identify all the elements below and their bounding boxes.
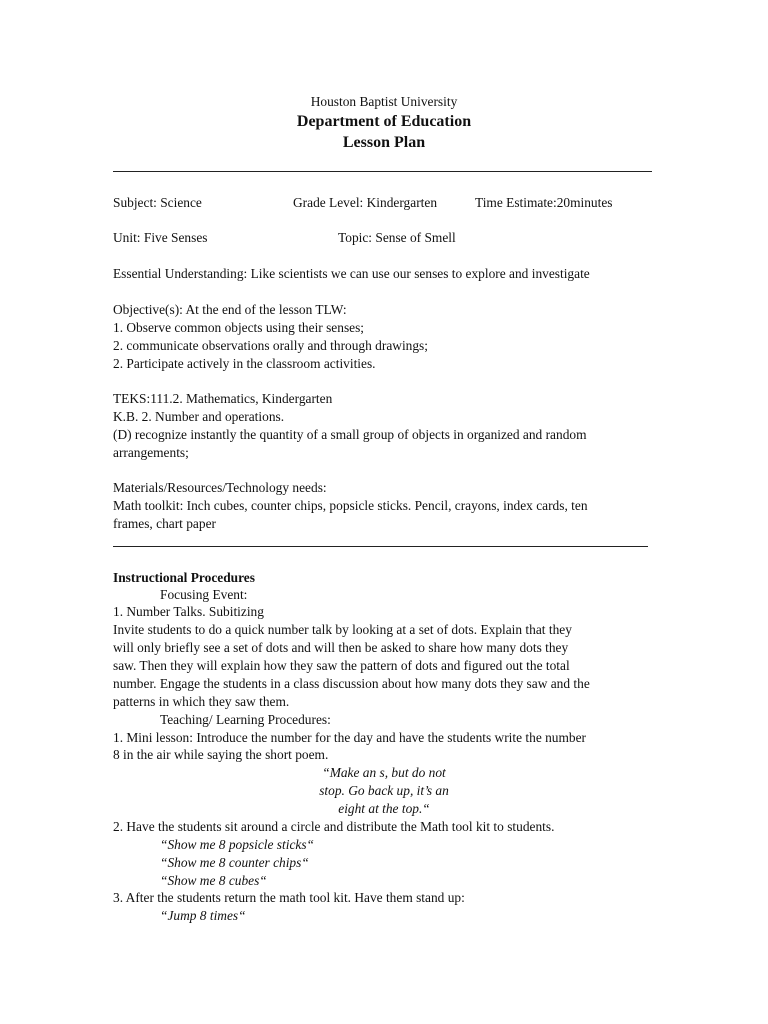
focusing-paragraph: Invite students to do a quick number talk by looking at a set of dots. Explain that they [113,622,572,637]
mini-lesson: 1. Mini lesson: Introduce the number for the day and have the students write the number [113,730,587,745]
focusing-paragraph: saw. Then they will explain how they saw the pattern of dots and figured out the total [113,658,570,673]
focusing-event-label: Focusing Event: [160,587,248,602]
teks-standard: TEKS:111.2. Mathematics, Kindergarten [113,391,333,406]
university-name: Houston Baptist University [310,94,458,109]
department-title: Department of Education [296,113,472,130]
document-title: Lesson Plan [342,134,426,151]
teks-strand: K.B. 2. Number and operations. [113,409,285,424]
poem-line: eight at the top.“ [338,801,430,816]
procedures-heading: Instructional Procedures [113,570,255,585]
mini-lesson-cont: 8 in the air while saying the short poem. [113,747,329,762]
header-divider [113,171,652,172]
show-me-line: “Show me 8 popsicle sticks“ [160,837,314,852]
materials-list-cont: frames, chart paper [113,516,216,531]
show-me-line: “Show me 8 cubes“ [160,873,267,888]
focusing-step: 1. Number Talks. Subitizing [113,604,264,619]
subject-field: Subject: Science [113,195,202,210]
focusing-paragraph: number. Engage the students in a class discussion about how many dots they saw and the [113,676,590,691]
show-me-line: “Show me 8 counter chips“ [160,855,309,870]
grade-level-field: Grade Level: Kindergarten [293,195,438,210]
step-two: 2. Have the students sit around a circle and distribute the Math tool kit to students. [113,819,555,834]
time-estimate-field: Time Estimate:20minutes [475,195,613,210]
objective-item: 2. Participate actively in the classroom activities. [113,356,376,371]
materials-heading: Materials/Resources/Technology needs: [113,480,327,495]
focusing-paragraph: will only briefly see a set of dots and will then be asked to share how many dots they [113,640,569,655]
materials-divider [113,546,648,547]
teaching-procedures-label: Teaching/ Learning Procedures: [160,712,331,727]
objective-item: 1. Observe common objects using their senses; [113,320,365,335]
teks-expectation: (D) recognize instantly the quantity of a small group of objects in organized and random [113,427,587,442]
materials-list: Math toolkit: Inch cubes, counter chips, popsicle sticks. Pencil, crayons, index cards, ten [113,498,588,513]
poem-line: stop. Go back up, it’s an [319,783,449,798]
focusing-paragraph: patterns in which they saw them. [113,694,290,709]
step-three: 3. After the students return the math tool kit. Have them stand up: [113,890,465,905]
teks-expectation-cont: arrangements; [113,445,189,460]
objectives-intro: Objective(s): At the end of the lesson TLW: [113,302,347,317]
essential-understanding: Essential Understanding: Like scientists we can use our senses to explore and investigate [113,266,590,281]
poem-line: “Make an s, but do not [322,765,446,780]
objective-item: 2. communicate observations orally and through drawings; [113,338,428,353]
unit-field: Unit: Five Senses [113,230,208,245]
topic-field: Topic: Sense of Smell [338,230,456,245]
jump-line: “Jump 8 times“ [160,908,246,923]
